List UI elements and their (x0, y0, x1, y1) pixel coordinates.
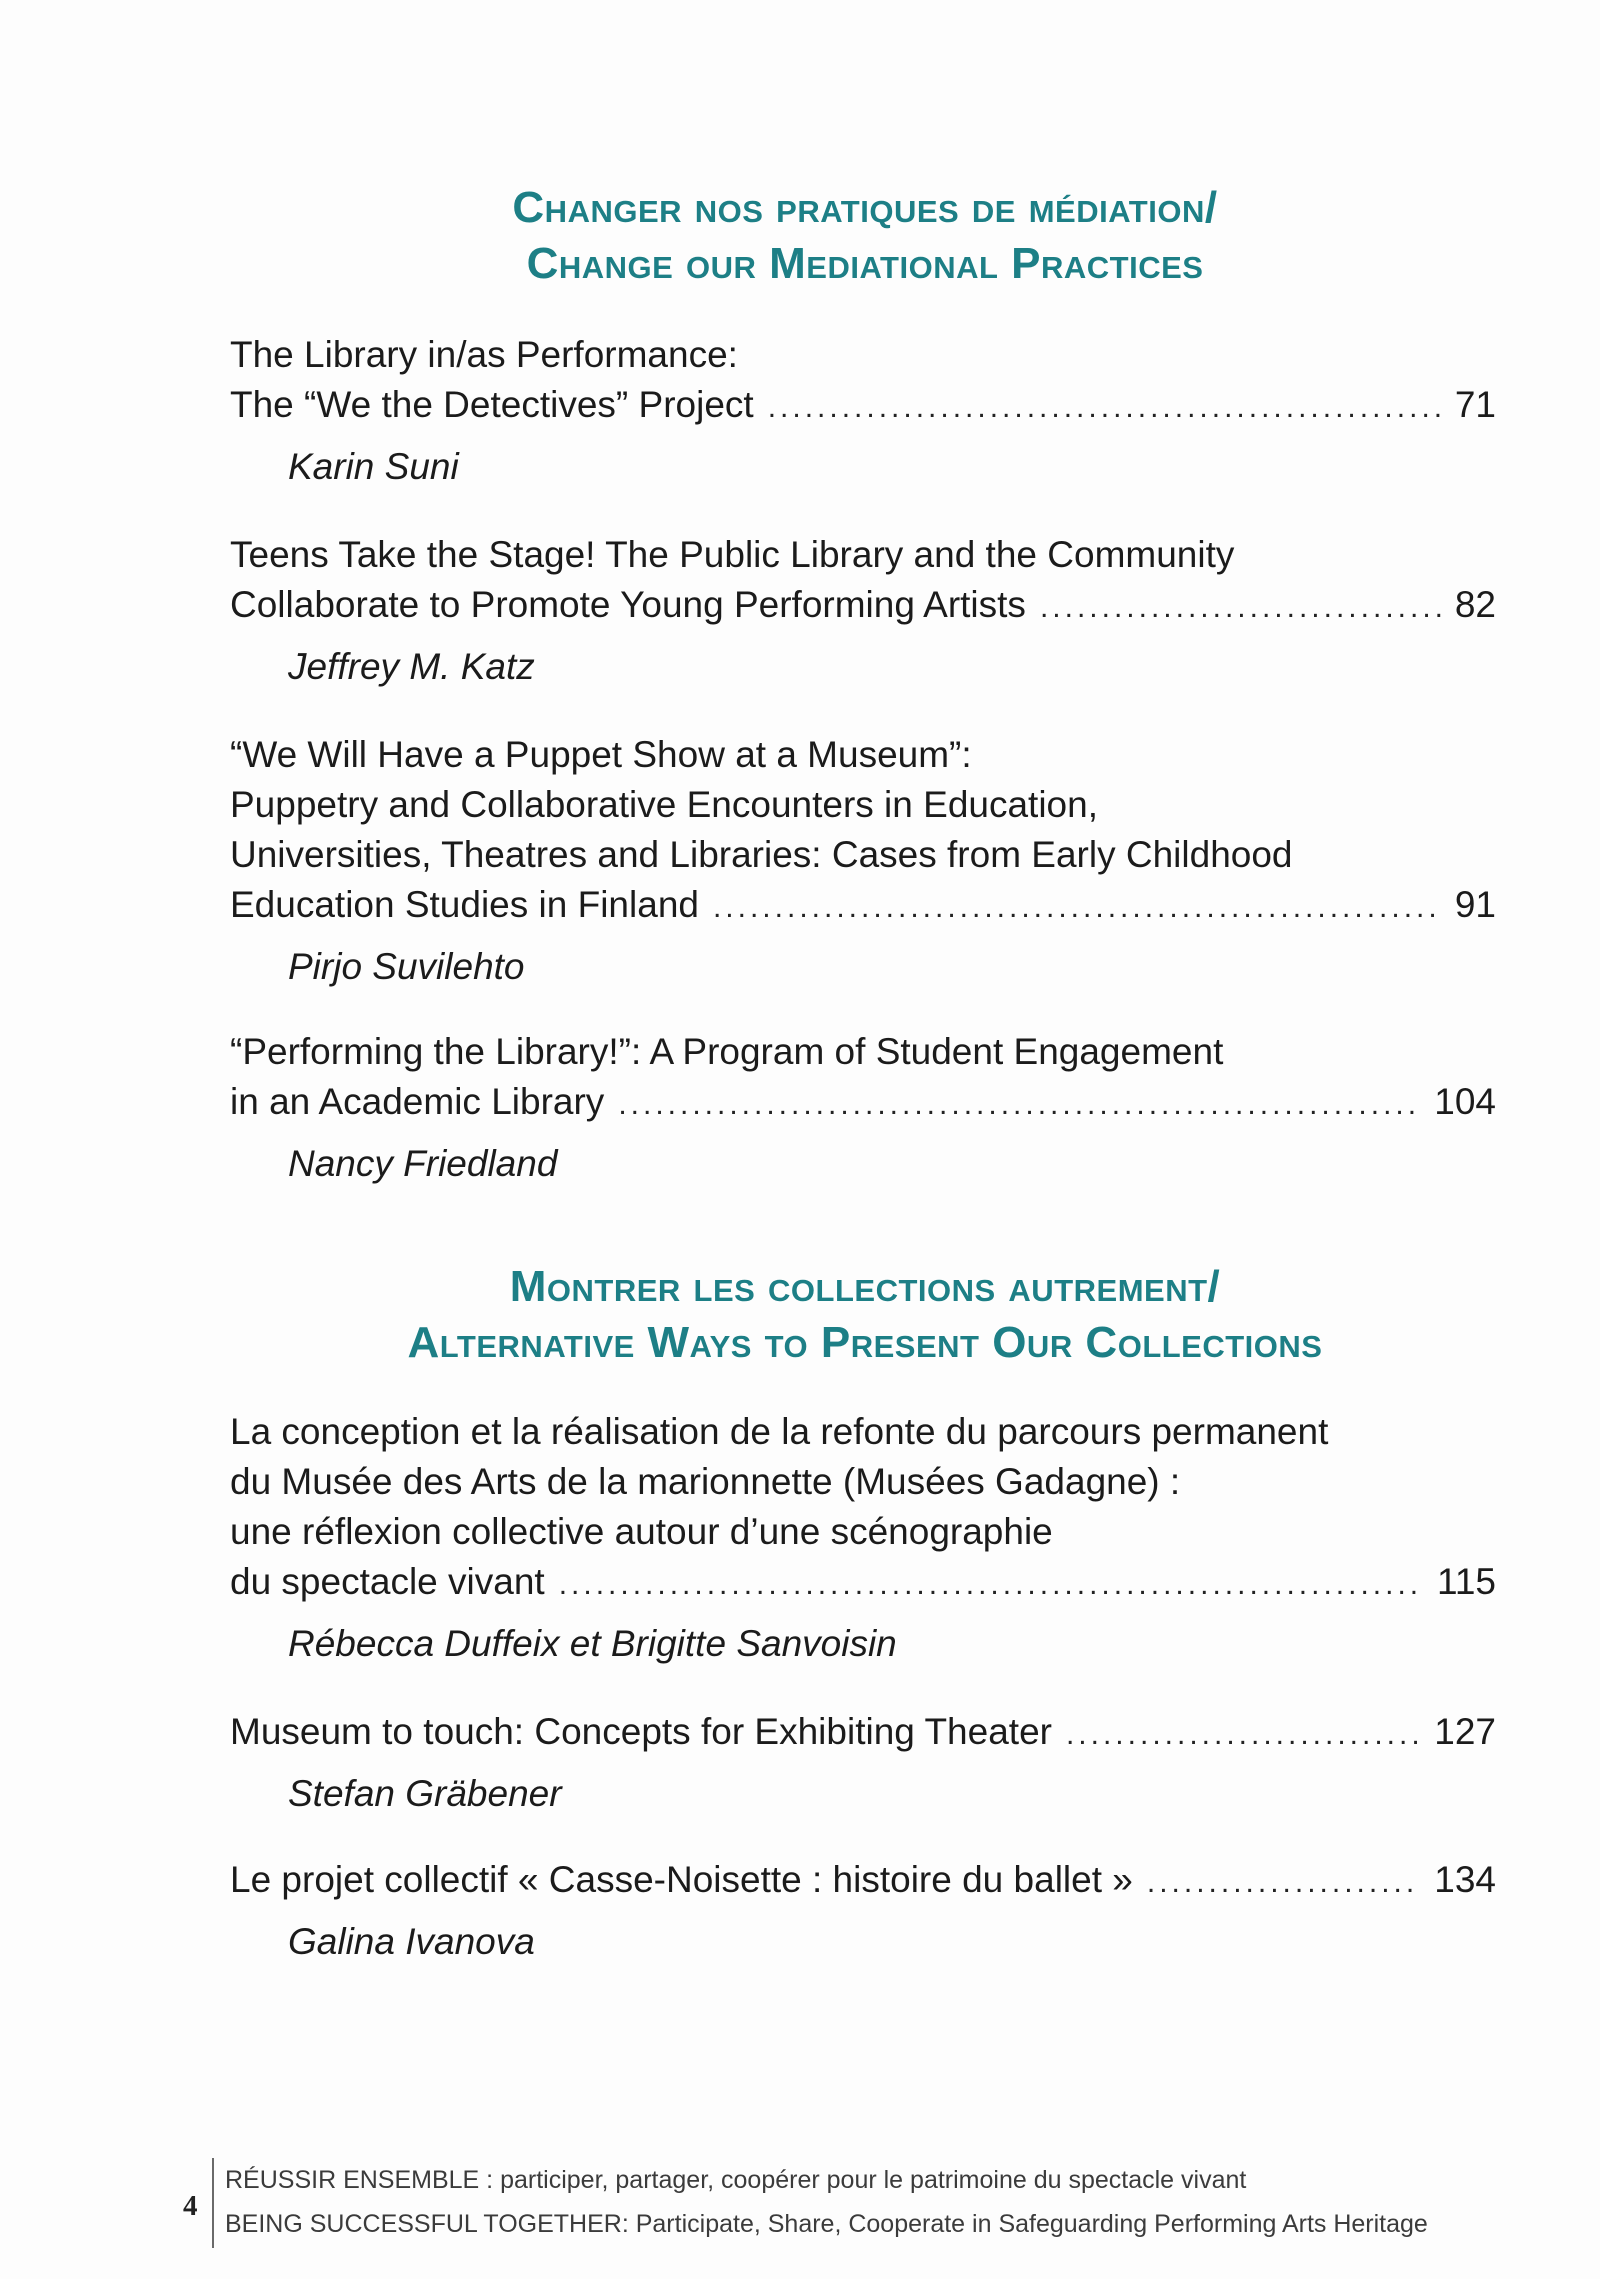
entry-title-line: du Musée des Arts de la marionnette (Musées Gadagne) : (230, 1461, 1181, 1502)
section-heading-line: Montrer les collections autrement/ (509, 1262, 1221, 1311)
dot-leader (1066, 1710, 1420, 1760)
toc-entry[interactable] (230, 1027, 1496, 1189)
toc-entry[interactable] (230, 1855, 1496, 1967)
dot-leader (559, 1560, 1423, 1610)
entry-title-last-line (230, 380, 1496, 433)
entry-page-number: 71 (1454, 384, 1496, 425)
section-heading-line: Alternative Ways to Present Our Collections (407, 1318, 1323, 1367)
entry-page-number: 134 (1434, 1859, 1496, 1900)
page-number: 4 (183, 2190, 198, 2222)
entry-title-last-line (230, 1077, 1496, 1130)
dot-leader (1040, 583, 1441, 633)
entry-title-text: Museum to touch: Concepts for Exhibiting Theater (230, 1711, 1052, 1752)
section-heading-line: Changer nos pratiques de médiation/ (512, 183, 1218, 232)
running-footer (212, 2158, 1428, 2248)
section-heading-mediation (200, 180, 1530, 292)
entry-author: Rébecca Duffeix et Brigitte Sanvoisin (288, 1623, 897, 1664)
entry-title-text: Le projet collectif « Casse-Noisette : histoire du ballet » (230, 1859, 1133, 1900)
entry-page-number: 91 (1454, 884, 1496, 925)
dot-leader (618, 1080, 1420, 1130)
entry-author: Pirjo Suvilehto (288, 946, 525, 987)
dot-leader (768, 383, 1441, 433)
entry-title-text: The “We the Detectives” Project (230, 384, 754, 425)
entry-title-text: Education Studies in Finland (230, 884, 699, 925)
entry-author: Nancy Friedland (288, 1143, 558, 1184)
toc-entry[interactable] (230, 330, 1496, 492)
entry-page-number: 104 (1434, 1081, 1496, 1122)
entry-title-text: du spectacle vivant (230, 1561, 545, 1602)
footer-line-en: BEING SUCCESSFUL TOGETHER: Participate, Share, Cooperate in Safeguarding Performing Arts Heritage (225, 2210, 1428, 2238)
entry-author: Galina Ivanova (288, 1921, 535, 1962)
entry-page-number: 115 (1437, 1561, 1496, 1602)
entry-title-line: “We Will Have a Puppet Show at a Museum”: (230, 734, 972, 775)
dot-leader (1147, 1858, 1420, 1908)
entry-title-text: Collaborate to Promote Young Performing Artists (230, 584, 1026, 625)
entry-title-line: Teens Take the Stage! The Public Library and the Community (230, 534, 1235, 575)
entry-title-line: Universities, Theatres and Libraries: Cases from Early Childhood (230, 834, 1293, 875)
toc-entry[interactable] (230, 730, 1496, 992)
section-heading-line: Change our Mediational Practices (526, 239, 1204, 288)
entry-title-line: The Library in/as Performance: (230, 334, 738, 375)
entry-page-number: 82 (1454, 584, 1496, 625)
entry-page-number: 127 (1434, 1711, 1496, 1752)
entry-title-line: “Performing the Library!”: A Program of Student Engagement (230, 1031, 1224, 1072)
toc-entry[interactable] (230, 1407, 1496, 1669)
dot-leader (713, 883, 1441, 933)
entry-title-last-line (230, 1855, 1496, 1908)
entry-title-last-line (230, 1707, 1496, 1760)
entry-title-last-line (230, 880, 1496, 933)
entry-author: Karin Suni (288, 446, 459, 487)
entry-title-last-line (230, 1557, 1496, 1610)
entry-title-line: La conception et la réalisation de la refonte du parcours permanent (230, 1411, 1329, 1452)
entry-title-last-line (230, 580, 1496, 633)
entry-title-line: Puppetry and Collaborative Encounters in Education, (230, 784, 1098, 825)
entry-author: Stefan Gräbener (288, 1773, 562, 1814)
footer-line-fr: RÉUSSIR ENSEMBLE : participer, partager, coopérer pour le patrimoine du spectacle vivant (225, 2166, 1247, 2194)
toc-entry[interactable] (230, 1707, 1496, 1819)
entry-title-text: in an Academic Library (230, 1081, 605, 1122)
section-heading-collections (200, 1259, 1530, 1371)
entry-title-line: une réflexion collective autour d’une scénographie (230, 1511, 1053, 1552)
toc-entry[interactable] (230, 530, 1496, 692)
entry-author: Jeffrey M. Katz (288, 646, 535, 687)
